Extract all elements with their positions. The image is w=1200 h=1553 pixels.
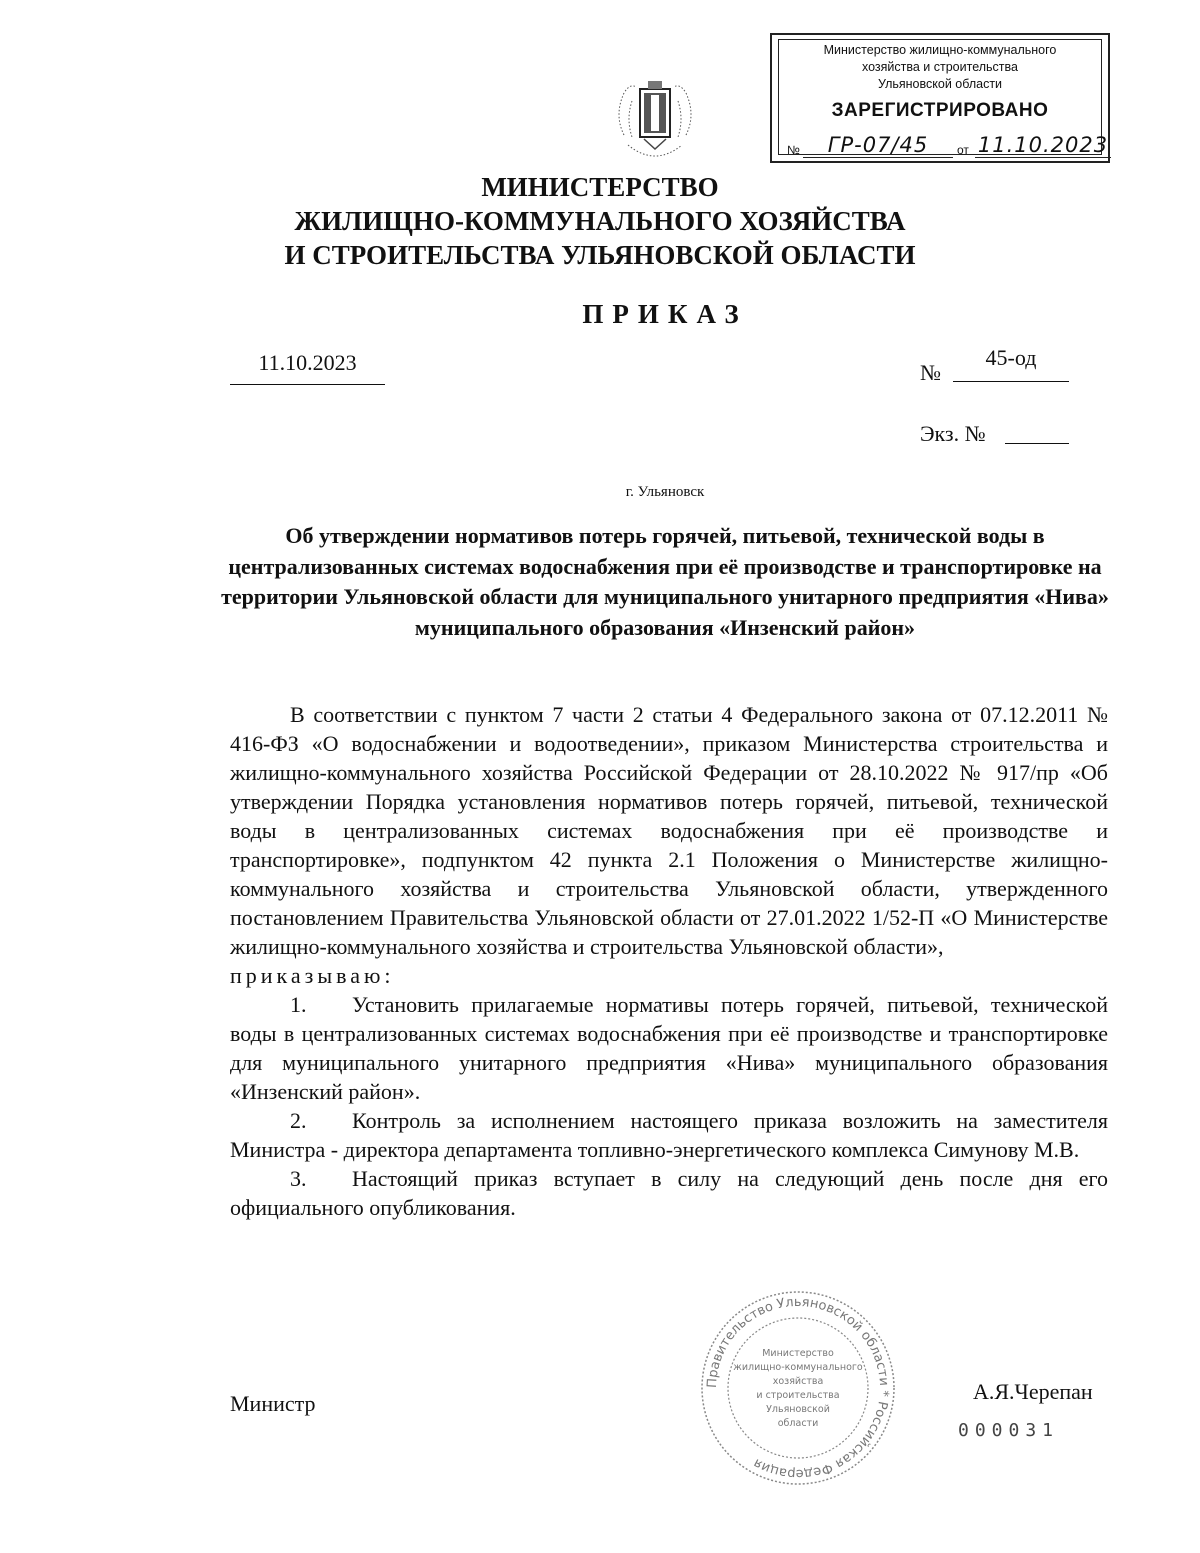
order-item-number: 2. xyxy=(290,1108,307,1133)
order-item-text: Контроль за исполнением настоящего приказа возложить на заместителя Министра - директора департамента топливно-энергетического комплекса Симунову М.В. xyxy=(230,1108,1108,1162)
seal-inner-line: Министерство xyxy=(762,1348,834,1359)
preamble-text: В соответствии с пунктом 7 части 2 статьи 4 Федерального закона от 07.12.2011 № 416-ФЗ «О водоснабжении и водоотведении», приказом Министерства строительства и жилищно-коммунального хозяйства Российской Федерации от 28.10.2022 № 917/пр «Об утверждении Порядка установления нормативов потерь горячей, питьевой, технической воды в централизованных системах водоснабжения при её производстве и транспортировке», подпунктом 42 пункта 2.1 Положения о Министерстве жилищно-коммунального хозяйства и строительства Ульяновской области, утвержденного постановлением Правительства Ульяновской области от 27.01.2022 1/52-П «О Министерстве жилищно-коммунального хозяйства и строительства Ульяновской области», xyxy=(230,702,1108,959)
seal-outer-text xyxy=(705,1295,891,1481)
registration-stamp-title: ЗАРЕГИСТРИРОВАНО xyxy=(831,100,1049,121)
order-word: приказываю: xyxy=(230,963,395,988)
signatory-name: А.Я.Черепан xyxy=(973,1379,1093,1404)
serial-number: 000031 xyxy=(958,1420,1060,1441)
order-subject: Об утверждении нормативов потерь горячей, питьевой, технической воды в централизованных системах водоснабжения при её производстве и транспортировке на территории Ульяновской области для муниципального унитарного предприятия «Нива» муниципального образования «Инзенский район» xyxy=(221,523,1109,640)
registration-number-label: № xyxy=(787,143,800,157)
order-item-text: Установить прилагаемые нормативы потерь горячей, питьевой, технической воды в централизованных системах водоснабжения при её производстве и транспортировке для муниципального унитарного предприятия «Нива» муниципального образования «Инзенский район». xyxy=(230,992,1108,1104)
order-item-text: Настоящий приказ вступает в силу на следующий день после дня его официального опубликования. xyxy=(230,1166,1108,1220)
order-item xyxy=(230,1106,1108,1164)
ministry-heading-line: И СТРОИТЕЛЬСТВА УЛЬЯНОВСКОЙ ОБЛАСТИ xyxy=(284,240,916,270)
official-seal xyxy=(698,1288,898,1488)
order-item-number: 1. xyxy=(290,992,307,1017)
registration-stamp-frame xyxy=(778,39,1109,157)
order-item xyxy=(230,990,1108,1106)
order-item xyxy=(230,1164,1108,1222)
order-item-number: 3. xyxy=(290,1166,307,1191)
seal-inner-line: и строительства xyxy=(756,1390,840,1401)
coat-of-arms-icon xyxy=(610,75,700,167)
registration-stamp-org-line: Ульяновской области xyxy=(877,77,1003,91)
copy-number-label: Экз. № xyxy=(920,421,986,446)
ministry-heading xyxy=(0,170,1200,272)
registration-stamp-org-line: хозяйства и строительства xyxy=(862,60,1018,74)
signatory-position: Министр xyxy=(230,1391,316,1416)
order-number-label: № xyxy=(920,360,941,385)
registration-number-value: ГР-07/45 xyxy=(803,133,953,158)
order-body xyxy=(230,700,1108,1222)
copy-number-blank xyxy=(1005,443,1069,444)
preamble xyxy=(230,700,1108,990)
ministry-heading-line: МИНИСТЕРСТВО xyxy=(481,172,719,202)
registration-date-value: 11.10.2023 xyxy=(975,133,1111,158)
registration-date-label: от xyxy=(957,143,969,157)
registration-stamp-org-line: Министерство жилищно-коммунального xyxy=(823,43,1057,57)
registration-stamp-org xyxy=(779,42,1101,93)
seal-inner-line: области xyxy=(777,1418,819,1429)
registration-stamp-number-line xyxy=(785,133,1109,160)
seal-inner-line: жилищно-коммунального xyxy=(733,1362,863,1373)
seal-inner-line: Ульяновской xyxy=(766,1404,830,1415)
order-number: 45-од xyxy=(953,345,1069,382)
registration-stamp xyxy=(770,33,1110,163)
seal-outer-text-path: Правительство Ульяновской области * Российская Федерация xyxy=(704,1294,892,1482)
document-type: ПРИКАЗ xyxy=(582,299,748,329)
order-date: 11.10.2023 xyxy=(230,350,385,385)
seal-inner-line: хозяйства xyxy=(772,1376,824,1387)
city: г. Ульяновск xyxy=(625,484,705,500)
ministry-heading-line: ЖИЛИЩНО-КОММУНАЛЬНОГО ХОЗЯЙСТВА xyxy=(294,206,906,236)
